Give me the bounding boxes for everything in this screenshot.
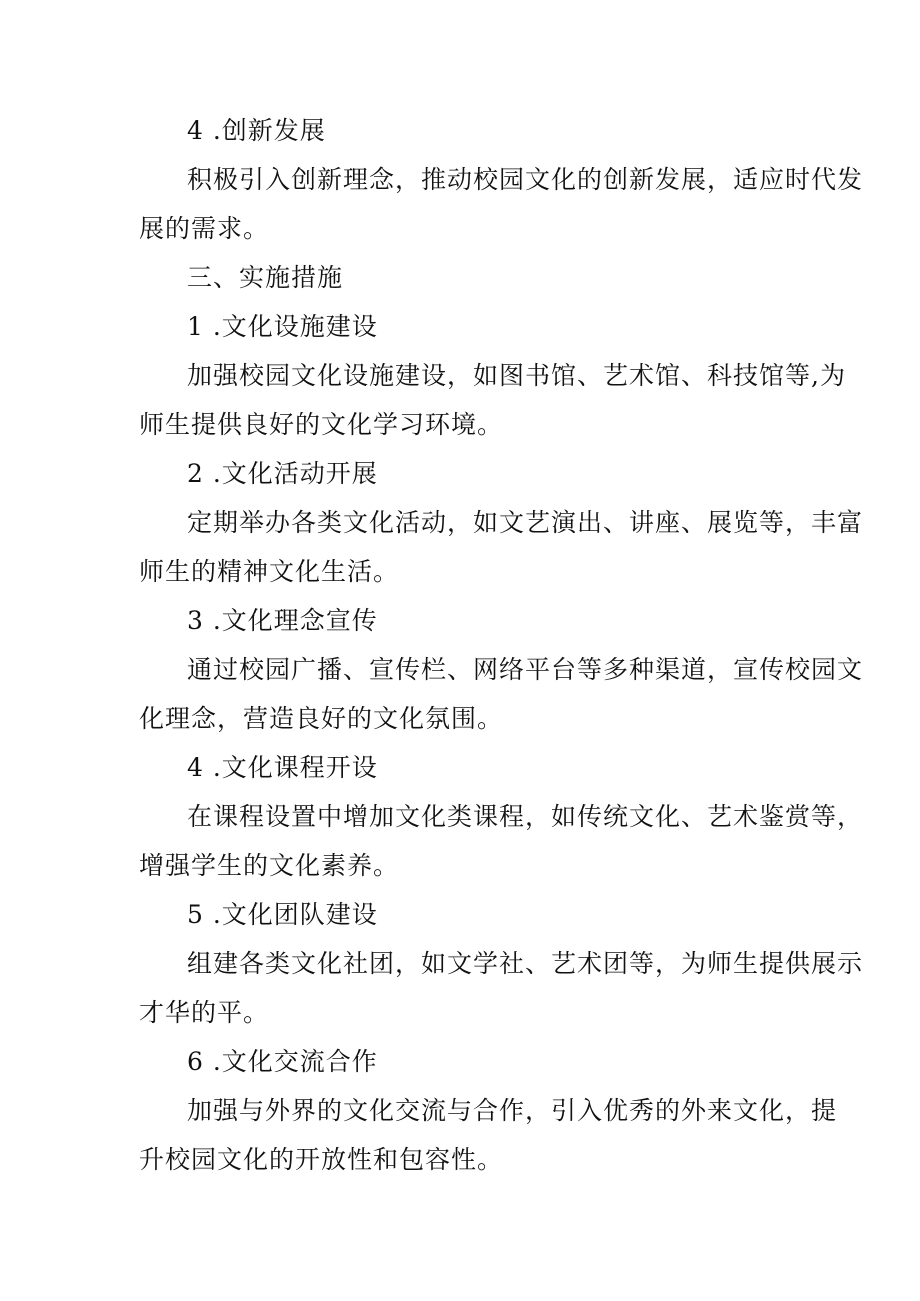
paragraph-line: 师生的精神文化生活。	[139, 557, 400, 586]
section-heading: 4 .文化课程开设	[187, 753, 378, 782]
paragraph-line: 积极引入创新理念，推动校园文化的创新发展，适应时代发	[187, 165, 864, 194]
paragraph-line: 升校园文化的开放性和包容性。	[139, 1145, 504, 1174]
paragraph-line: 化理念，营造良好的文化氛围。	[139, 704, 504, 733]
paragraph-line: 才华的平。	[139, 998, 270, 1027]
paragraph-line: 加强校园文化设施建设，如图书馆、艺术馆、科技馆等,为	[187, 361, 846, 390]
section-heading: 6 .文化交流合作	[187, 1047, 378, 1076]
paragraph-line: 加强与外界的文化交流与合作，引入优秀的外来文化，提	[187, 1096, 838, 1125]
paragraph-line: 增强学生的文化素养。	[139, 851, 400, 880]
paragraph-line: 在课程设置中增加文化类课程，如传统文化、艺术鉴赏等，	[187, 802, 864, 831]
paragraph-line: 展的需求。	[139, 214, 270, 243]
section-heading: 2 .文化活动开展	[187, 459, 378, 488]
section-heading: 1 .文化设施建设	[187, 312, 378, 341]
section-heading: 4 .创新发展	[187, 116, 326, 145]
chapter-heading: 三、实施措施	[187, 263, 344, 292]
paragraph-line: 定期举办各类文化活动，如文艺演出、讲座、展览等，丰富	[187, 508, 864, 537]
paragraph-line: 组建各类文化社团，如文学社、艺术团等，为师生提供展示	[187, 949, 864, 978]
section-heading: 3 .文化理念宣传	[187, 606, 378, 635]
paragraph-line: 师生提供良好的文化学习环境。	[139, 410, 504, 439]
section-heading: 5 .文化团队建设	[187, 900, 378, 929]
paragraph-line: 通过校园广播、宣传栏、网络平台等多种渠道，宣传校园文	[187, 655, 864, 684]
